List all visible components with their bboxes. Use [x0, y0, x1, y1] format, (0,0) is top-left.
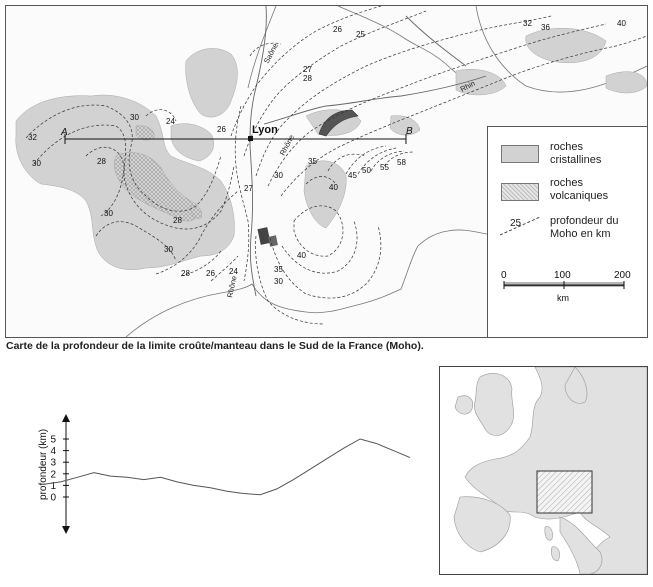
legend-label-contour: profondeur du Moho en km — [550, 215, 619, 240]
inset-map — [439, 366, 648, 575]
inset-europe-map — [440, 367, 647, 574]
contour-label: 28 — [97, 157, 106, 166]
contour-label: 40 — [617, 19, 626, 28]
legend-label-volcanic: roches volcaniques — [550, 177, 609, 202]
profile-tick-label: 1 — [50, 480, 56, 492]
contour-label: 28 — [303, 74, 312, 83]
scale-tick-100: 100 — [554, 270, 571, 281]
profile-tick-label: 0 — [50, 492, 56, 504]
river-label-rhin: Rhin — [458, 78, 477, 94]
scale-bar — [494, 267, 644, 307]
inset-study-area — [537, 471, 592, 513]
river-label-saone: Saône — [261, 41, 280, 65]
contour-label: 35 — [274, 265, 283, 274]
arrow-down-icon — [62, 526, 70, 534]
map-caption: Carte de la profondeur de la limite croûte/manteau dans le Sud de la France (Moho). — [6, 340, 424, 352]
contour-label: 45 — [348, 171, 357, 180]
river-label-rhone-north: Rhône — [277, 133, 297, 157]
point-a-label: A — [61, 127, 68, 138]
contour-label: 28 — [173, 216, 182, 225]
legend-label-crystalline: roches cristallines — [550, 141, 602, 166]
contour-label: 30 — [274, 277, 283, 286]
contour-label: 26 — [206, 269, 215, 278]
contour-label: 30 — [130, 113, 139, 122]
legend-contour-value: 25 — [510, 218, 522, 229]
river-label-rhone-south: Rhône — [225, 274, 239, 299]
moho-map — [5, 5, 648, 338]
contour-label: 30 — [274, 171, 283, 180]
city-label: Lyon — [252, 124, 278, 136]
depth-profile — [0, 400, 430, 587]
contour-label: 36 — [541, 23, 550, 32]
contour-label: 35 — [308, 157, 317, 166]
contour-label: 24 — [229, 267, 238, 276]
lyon-marker — [248, 136, 253, 141]
contour-label: 50 — [362, 166, 371, 175]
profile-tick-label: 5 — [50, 434, 56, 446]
contour-label: 32 — [28, 133, 37, 142]
profile-tick-label: 2 — [50, 469, 56, 481]
contour-label: 27 — [303, 65, 312, 74]
contour-label: 40 — [297, 251, 306, 260]
arrow-up-icon — [62, 414, 70, 422]
legend — [487, 126, 648, 338]
contour-label: 32 — [523, 19, 532, 28]
contour-label: 30 — [104, 209, 113, 218]
contour-label: 28 — [181, 269, 190, 278]
profile-tick-label: 3 — [50, 457, 56, 469]
contour-label: 30 — [164, 245, 173, 254]
contour-label: 30 — [32, 159, 41, 168]
contour-label: 26 — [333, 25, 342, 34]
scale-tick-0: 0 — [501, 270, 507, 281]
legend-swatch-volcanic — [501, 183, 539, 201]
contour-label: 26 — [217, 125, 226, 134]
contour-label: 55 — [380, 163, 389, 172]
point-b-label: B — [406, 126, 413, 137]
contour-label: 24 — [166, 117, 175, 126]
contour-label: 40 — [329, 183, 338, 192]
profile-ylabel: profondeur (km) — [38, 428, 49, 500]
legend-swatch-crystalline — [501, 145, 539, 163]
profile-tick-label: 4 — [50, 446, 56, 458]
contour-label: 25 — [356, 30, 365, 39]
scale-tick-200: 200 — [614, 270, 631, 281]
scale-unit: km — [557, 293, 569, 303]
contour-label: 27 — [244, 184, 253, 193]
profile-curve — [44, 439, 410, 495]
contour-label: 58 — [397, 158, 406, 167]
dark-block — [257, 227, 270, 245]
